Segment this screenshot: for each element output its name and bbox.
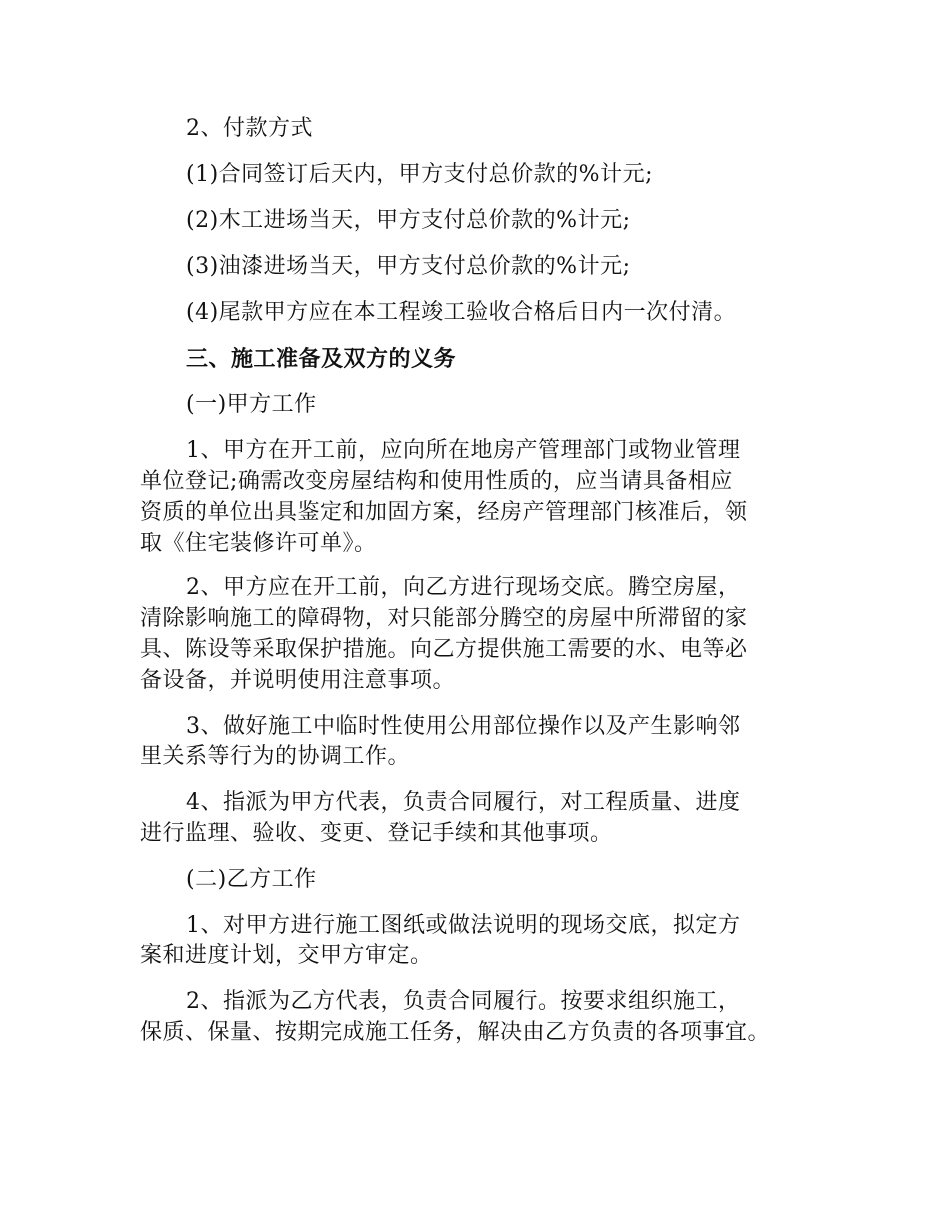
party-a-clause-2-line-3: 具、陈设等采取保护措施。向乙方提供施工需要的水、电等必 bbox=[140, 637, 748, 662]
party-a-clause-1-line-4: 取《住宅装修许可单》。 bbox=[140, 531, 377, 556]
payment-item-1: (1)合同签订后天内，甲方支付总价款的%计元; bbox=[186, 162, 653, 187]
payment-heading: 2、付款方式 bbox=[186, 116, 313, 141]
party-a-clause-1-line-2: 单位登记;确需改变房屋结构和使用性质的，应当请具备相应 bbox=[140, 469, 733, 494]
payment-item-2: (2)木工进场当天，甲方支付总价款的%计元; bbox=[186, 208, 631, 233]
party-b-heading: (二)乙方工作 bbox=[186, 867, 317, 892]
party-a-clause-1-line-1: 1、甲方在开工前，应向所在地房产管理部门或物业管理 bbox=[186, 438, 741, 463]
payment-item-3: (3)油漆进场当天，甲方支付总价款的%计元; bbox=[186, 254, 631, 279]
party-a-clause-4-line-2: 进行监理、验收、变更、登记手续和其他事项。 bbox=[140, 821, 613, 846]
party-b-clause-1-line-1: 1、对甲方进行施工图纸或做法说明的现场交底，拟定方 bbox=[186, 913, 741, 938]
party-b-clause-2-line-2: 保质、保量、按期完成施工任务，解决由乙方负责的各项事宜。 bbox=[140, 1020, 771, 1045]
payment-item-4: (4)尾款甲方应在本工程竣工验收合格后日内一次付清。 bbox=[186, 300, 737, 325]
section-heading: 三、施工准备及双方的义务 bbox=[186, 346, 457, 372]
party-a-clause-4-line-1: 4、指派为甲方代表，负责合同履行，对工程质量、进度 bbox=[186, 790, 741, 815]
party-a-clause-1-line-3: 资质的单位出具鉴定和加固方案，经房产管理部门核准后，领 bbox=[140, 500, 748, 525]
party-b-clause-1-line-2: 案和进度计划，交甲方审定。 bbox=[140, 943, 433, 968]
party-a-clause-2-line-1: 2、甲方应在开工前，向乙方进行现场交底。腾空房屋， bbox=[186, 575, 741, 600]
party-a-clause-2-line-2: 清除影响施工的障碍物，对只能部分腾空的房屋中所滞留的家 bbox=[140, 606, 748, 631]
party-a-clause-3-line-2: 里关系等行为的协调工作。 bbox=[140, 744, 411, 769]
party-a-clause-3-line-1: 3、做好施工中临时性使用公用部位操作以及产生影响邻 bbox=[186, 714, 741, 739]
party-a-clause-2-line-4: 备设备，并说明使用注意事项。 bbox=[140, 668, 456, 693]
party-a-heading: (一)甲方工作 bbox=[186, 392, 317, 417]
party-b-clause-2-line-1: 2、指派为乙方代表，负责合同履行。按要求组织施工， bbox=[186, 989, 741, 1014]
